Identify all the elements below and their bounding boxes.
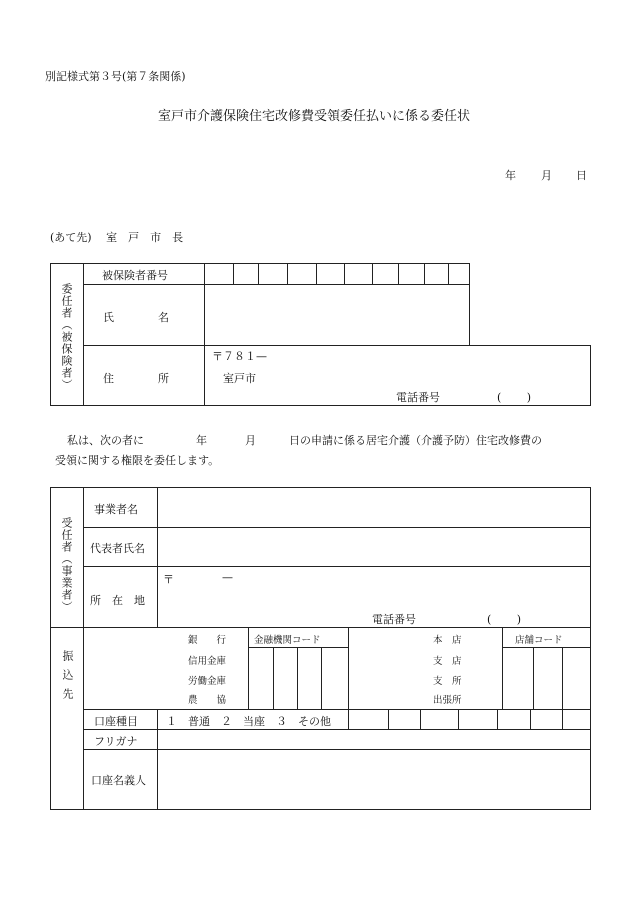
branch-type-3: 出張所 [433,695,462,706]
delegator-name-label: 氏 名 [103,311,169,324]
addressee: (あて先) 室 戸 市 長 [50,231,184,244]
branch-code-label: 店舗コード [515,635,563,646]
delegator-phone-label: 電話番号 [396,391,440,404]
date-month-label: 月 [541,169,552,182]
account-type-label: 口座種目 [94,715,138,728]
institution-type-3: 農 協 [188,695,227,706]
transfer-side-label: 振込先 [61,650,74,707]
statement-year: 年 [196,434,207,447]
branch-type-1: 支 店 [433,656,462,667]
delegator-postal: 〒７８１— [212,350,267,363]
statement-line2: 受領に関する権限を委任します。 [55,454,220,467]
furigana-label: フリガナ [94,735,138,748]
delegate-postal-mark: 〒 [163,573,174,586]
branch-type-0: 本 店 [433,635,462,646]
statement-line1-b: 日の申請に係る居宅介護（介護予防）住宅改修費の [289,434,542,447]
institution-type-2: 労働金庫 [188,676,227,687]
delegator-side-label: 委任者（被保険者） [60,283,73,391]
delegator-phone-paren: ( ) [497,391,532,404]
delegate-postal-dash: — [222,571,233,584]
delegator-address-label: 住 所 [103,372,169,385]
statement-line1-a: 私は、次の者に [67,434,144,447]
delegate-side-label: 受任者（事業者） [60,517,73,613]
date-day-label: 日 [576,169,587,182]
representative-label: 代表者氏名 [90,542,145,555]
branch-type-2: 支 所 [433,676,462,687]
account-type-options: １ 普通 ２ 当座 ３ その他 [166,715,331,728]
institution-type-0: 銀 行 [188,635,227,646]
delegate-phone-paren: ( ) [487,613,522,626]
location-label: 所 在 地 [90,594,145,607]
delegate-phone-label: 電話番号 [372,613,416,626]
account-holder-label: 口座名義人 [91,774,146,787]
delegator-city: 室戸市 [223,372,256,385]
institution-code-label: 金融機関コード [254,635,321,646]
insured-number-label: 被保険者番号 [102,269,168,282]
institution-type-1: 信用金庫 [188,656,227,667]
statement-month: 月 [245,434,256,447]
date-year-label: 年 [505,169,516,182]
business-name-label: 事業者名 [94,503,138,516]
form-number: 別記様式第３号(第７条関係) [45,70,186,83]
page-title: 室戸市介護保険住宅改修費受領委任払いに係る委任状 [158,109,471,124]
